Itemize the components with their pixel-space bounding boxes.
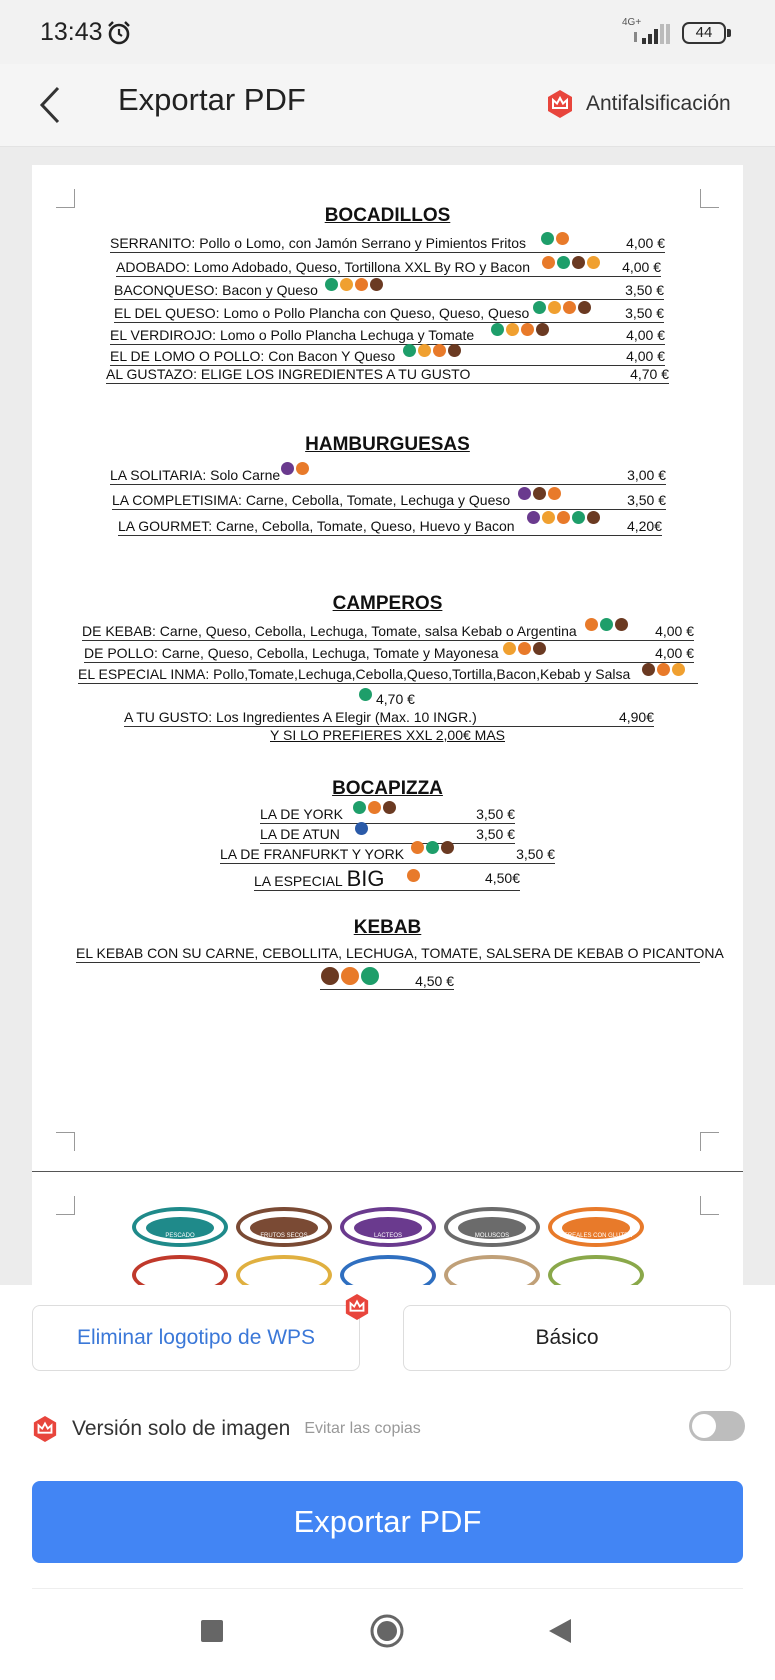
- allergen-dots: [517, 486, 562, 503]
- divider: [32, 1588, 743, 1589]
- item-price: 4,00 €: [626, 348, 665, 364]
- allergen-badge: [132, 1255, 228, 1285]
- system-nav-bar: [0, 1603, 775, 1673]
- recents-square-icon[interactable]: [201, 1620, 223, 1642]
- status-time: 13:43: [40, 18, 103, 46]
- menu-item: EL DE LOMO O POLLO: Con Bacon Y Queso 4,00 €: [110, 348, 665, 366]
- section-title-bocadillos: BOCADILLOS: [324, 205, 451, 226]
- image-version-row: [32, 1409, 743, 1449]
- menu-item: EL ESPECIAL INMA: Pollo,Tomate,Lechuga,Cebolla,Queso,Tortilla,Bacon,Kebab y Salsa: [78, 666, 698, 684]
- premium-crown-icon: [32, 1415, 58, 1443]
- toggle-knob: [692, 1414, 716, 1438]
- item-price: 3,50 €: [627, 492, 666, 508]
- menu-item: LA DE YORK 3,50 €: [260, 806, 515, 824]
- section-title-camperos: CAMPEROS: [332, 593, 443, 614]
- allergen-badge: FRUTOS SECOS: [236, 1207, 332, 1247]
- menu-item: LA COMPLETISIMA: Carne, Cebolla, Tomate, Lechuga y Queso 3,50 €: [112, 492, 666, 510]
- allergen-dots: [641, 662, 686, 679]
- document-page: [32, 165, 743, 1175]
- menu-item: LA DE ATUN 3,50 €: [260, 826, 515, 844]
- basic-quality-button[interactable]: Básico: [403, 1305, 731, 1371]
- section-title-bocapizza: BOCAPIZZA: [332, 778, 443, 799]
- allergen-dots: [406, 868, 421, 885]
- item-price: 4,90€: [618, 709, 654, 725]
- allergen-dots: [352, 800, 397, 817]
- battery-level: 44: [695, 24, 713, 41]
- export-options-panel: [0, 1285, 775, 1680]
- item-price: 4,50 €: [415, 973, 454, 989]
- alarm-icon: [106, 20, 132, 46]
- item-price: 4,00 €: [626, 327, 665, 343]
- allergen-dots: [402, 343, 462, 360]
- image-version-label: Versión solo de imagen: [72, 1417, 291, 1440]
- allergen-dots: [541, 255, 601, 272]
- menu-item: A TU GUSTO: Los Ingredientes A Elegir (Max. 10 INGR.) 4,90€: [124, 709, 654, 725]
- menu-item: EL KEBAB CON SU CARNE, CEBOLLITA, LECHUGA, TOMATE, SALSERA DE KEBAB O PICANTONA: [76, 945, 724, 961]
- allergen-dots: [354, 821, 369, 838]
- item-price: 3,50 €: [625, 305, 664, 321]
- allergen-dots: [490, 322, 550, 339]
- menu-item: EL DEL QUESO: Lomo o Pollo Plancha con Queso, Queso, Queso 3,50 €: [114, 305, 664, 323]
- allergen-badge: MOLUSCOS: [444, 1207, 540, 1247]
- item-price: 3,50 €: [476, 806, 515, 822]
- item-price: 4,00 €: [655, 623, 694, 639]
- xxl-note: Y SI LO PREFIERES XXL 2,00€ MAS: [270, 727, 505, 743]
- status-bar: [0, 0, 775, 64]
- allergen-badge: [340, 1255, 436, 1285]
- menu-item-price-row: [320, 969, 454, 990]
- menu-item: LA ESPECIAL BIG 4,50€: [254, 866, 520, 891]
- allergen-badge: LACTEOS: [340, 1207, 436, 1247]
- network-label: 4G+: [622, 17, 642, 28]
- allergen-dots: [324, 277, 384, 294]
- battery-icon: [682, 22, 726, 44]
- item-price: 3,00 €: [627, 467, 666, 483]
- item-price: 3,50 €: [476, 826, 515, 842]
- crop-mark: [700, 1196, 719, 1215]
- menu-content: [32, 165, 743, 1175]
- image-version-toggle[interactable]: [689, 1411, 745, 1441]
- menu-item: EL VERDIROJO: Lomo o Pollo Plancha Lechuga y Tomate 4,00 €: [110, 327, 665, 345]
- back-arrow-icon[interactable]: [30, 80, 74, 130]
- export-pdf-button[interactable]: Exportar PDF: [32, 1481, 743, 1563]
- allergen-dots: [320, 967, 380, 988]
- menu-item: DE KEBAB: Carne, Queso, Cebolla, Lechuga, Tomate, salsa Kebab o Argentina 4,00 €: [82, 623, 694, 641]
- remove-logo-button[interactable]: Eliminar logotipo de WPS: [32, 1305, 360, 1371]
- allergen-badge: CEREALES CON GLUTEN: [548, 1207, 644, 1247]
- section-title-kebab: KEBAB: [353, 917, 422, 938]
- item-price: 4,00 €: [655, 645, 694, 661]
- menu-item: BACONQUESO: Bacon y Queso 3,50 €: [114, 282, 664, 300]
- item-price: 4,70 €: [376, 691, 415, 707]
- pdf-preview[interactable]: [0, 147, 775, 1285]
- home-circle-icon[interactable]: [369, 1613, 405, 1649]
- antifake-label: Antifalsificación: [586, 92, 731, 115]
- allergen-dots: [280, 461, 310, 478]
- big-label: BIG: [346, 866, 385, 891]
- crop-mark: [56, 1196, 75, 1215]
- antifake-button[interactable]: [546, 84, 731, 124]
- item-price: 3,50 €: [625, 282, 664, 298]
- image-version-hint: Evitar las copias: [304, 1420, 421, 1437]
- premium-crown-icon: [546, 89, 574, 119]
- menu-item: SERRANITO: Pollo o Lomo, con Jamón Serrano y Pimientos Fritos 4,00 €: [110, 235, 665, 253]
- back-triangle-icon[interactable]: [547, 1617, 573, 1645]
- menu-item: ADOBADO: Lomo Adobado, Queso, Tortillona XXL By RO y Bacon 4,00 €: [116, 259, 661, 277]
- allergen-dots: [526, 510, 601, 527]
- allergen-dots: [502, 641, 547, 658]
- menu-item: LA SOLITARIA: Solo Carne 3,00 €: [110, 467, 666, 485]
- menu-item: DE POLLO: Carne, Queso, Cebolla, Lechuga, Tomate y Mayonesa 4,00 €: [84, 645, 694, 663]
- item-price: 4,50€: [484, 870, 520, 886]
- allergen-badge: [548, 1255, 644, 1285]
- item-price: 3,50 €: [516, 846, 555, 862]
- menu-item: AL GUSTAZO: ELIGE LOS INGREDIENTES A TU GUSTO 4,70 €: [106, 366, 669, 382]
- app-bar: [0, 64, 775, 147]
- allergen-badge: PESCADO: [132, 1207, 228, 1247]
- item-price: 4,00 €: [622, 259, 661, 275]
- allergen-badge: [444, 1255, 540, 1285]
- page-title: Exportar PDF: [118, 82, 306, 117]
- allergen-dots: [358, 687, 373, 705]
- allergen-dots: [584, 617, 629, 634]
- signal-icon: [632, 22, 672, 46]
- allergen-dots: [410, 840, 455, 857]
- allergen-badge: [236, 1255, 332, 1285]
- battery-nub: [727, 29, 731, 37]
- menu-item: LA GOURMET: Carne, Cebolla, Tomate, Queso, Huevo y Bacon 4,20€: [118, 518, 662, 536]
- section-title-hamburguesas: HAMBURGUESAS: [305, 434, 470, 455]
- item-price: 4,00 €: [626, 235, 665, 251]
- item-price: 4,20€: [626, 518, 662, 534]
- menu-item: LA DE FRANFURKT Y YORK 3,50 €: [220, 846, 555, 864]
- allergen-dots: [540, 231, 570, 248]
- item-price: 4,70 €: [630, 366, 669, 382]
- allergen-dots: [532, 300, 592, 317]
- allergen-legend: [98, 1207, 658, 1285]
- premium-crown-icon: [344, 1293, 370, 1321]
